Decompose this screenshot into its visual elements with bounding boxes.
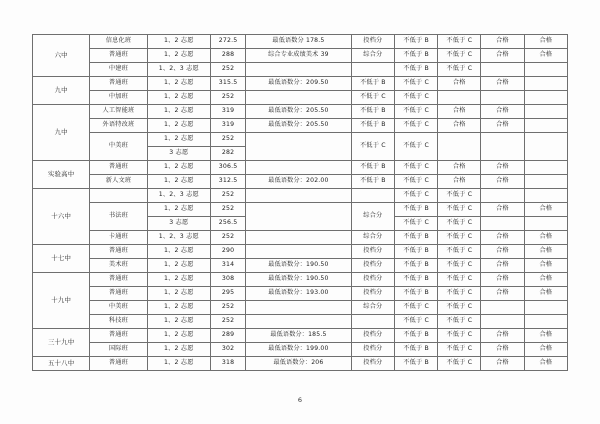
cell-subject: 综合分 — [351, 203, 394, 231]
cell-grade-4 — [524, 91, 567, 105]
cell-note — [246, 245, 352, 259]
cell-subject: 不低于 B — [351, 119, 394, 133]
cell-grade-4: 合格 — [524, 287, 567, 301]
table-row — [33, 49, 568, 63]
cell-wish: 1、2 志愿 — [147, 273, 210, 287]
cell-program: 人工智能班 — [90, 105, 147, 119]
cell-grade-1: 不低于 C — [394, 301, 437, 315]
cell-grade-1: 不低于 C — [394, 217, 437, 231]
cell-grade-3 — [481, 315, 524, 329]
cell-grade-3: 合格 — [481, 119, 524, 133]
cell-grade-2: 不低于 C — [438, 189, 481, 203]
cell-note: 最低语数分 178.5 — [246, 35, 352, 49]
cell-grade-1: 不低于 B — [394, 245, 437, 259]
cell-grade-3 — [481, 217, 524, 231]
cell-wish: 1、2 志愿 — [147, 77, 210, 91]
cell-program: 普通班 — [90, 329, 147, 343]
cell-wish: 1、2 志愿 — [147, 329, 210, 343]
cell-grade-1: 不低于 C — [394, 133, 437, 161]
table-row — [33, 105, 568, 119]
cell-grade-4 — [524, 105, 567, 119]
cell-note — [246, 203, 352, 231]
cell-grade-2: 不低于 C — [438, 63, 481, 77]
table-row — [33, 343, 568, 357]
cell-grade-4 — [524, 63, 567, 77]
cell-subject: 投档分 — [351, 35, 394, 49]
cell-score: 315.5 — [210, 77, 245, 91]
cell-subject: 不低于 C — [351, 91, 394, 105]
cell-grade-1: 不低于 B — [394, 35, 437, 49]
table-row — [33, 161, 568, 175]
table-row — [33, 259, 568, 273]
table-row — [33, 287, 568, 301]
cell-grade-4 — [524, 315, 567, 329]
cell-grade-3: 合格 — [481, 273, 524, 287]
cell-wish: 1、2 志愿 — [147, 287, 210, 301]
cell-grade-3 — [481, 133, 524, 161]
cell-note: 最低语数分：190.50 — [246, 273, 352, 287]
cell-program: 普通班 — [90, 161, 147, 175]
table-row — [33, 203, 568, 217]
cell-wish: 3 志愿 — [147, 217, 210, 231]
cell-grade-3 — [481, 63, 524, 77]
cell-program: 中美班 — [90, 133, 147, 161]
grades-table-body — [33, 35, 568, 371]
cell-school: 十六中 — [33, 189, 90, 245]
table-row — [33, 329, 568, 343]
table-row — [33, 35, 568, 49]
cell-note: 最低语数分：205.50 — [246, 105, 352, 119]
cell-grade-2: 合格 — [438, 77, 481, 91]
cell-grade-3 — [481, 301, 524, 315]
cell-wish: 1、2 志愿 — [147, 49, 210, 63]
page-number: 6 — [297, 396, 303, 404]
cell-score: 252 — [210, 189, 245, 203]
cell-grade-1: 不低于 C — [394, 315, 437, 329]
cell-grade-3: 合格 — [481, 161, 524, 175]
table-row — [33, 273, 568, 287]
cell-subject: 综合分 — [351, 301, 394, 315]
cell-grade-2: 不低于 C — [438, 273, 481, 287]
cell-grade-2: 不低于 C — [438, 357, 481, 371]
cell-school: 十九中 — [33, 273, 90, 329]
cell-grade-4: 合格 — [524, 231, 567, 245]
cell-score: 252 — [210, 63, 245, 77]
cell-grade-4: 合格 — [524, 329, 567, 343]
cell-subject — [351, 189, 394, 203]
cell-grade-4: 合格 — [524, 343, 567, 357]
cell-subject: 投档分 — [351, 343, 394, 357]
cell-wish: 1、2、3 志愿 — [147, 63, 210, 77]
cell-grade-1: 不低于 B — [394, 259, 437, 273]
cell-subject: 投档分 — [351, 245, 394, 259]
cell-grade-3: 合格 — [481, 175, 524, 189]
cell-score: 319 — [210, 105, 245, 119]
cell-note: 最低语数分：190.50 — [246, 259, 352, 273]
cell-grade-4: 合格 — [524, 35, 567, 49]
cell-wish: 1、2 志愿 — [147, 315, 210, 329]
cell-grade-2: 不低于 C — [438, 203, 481, 217]
cell-grade-1: 不低于 C — [394, 189, 437, 203]
cell-grade-3: 合格 — [481, 77, 524, 91]
cell-program: 卡通班 — [90, 231, 147, 245]
table-row — [33, 245, 568, 259]
cell-note: 最低语数分：209.50 — [246, 77, 352, 91]
cell-grade-4 — [524, 301, 567, 315]
table-row — [33, 175, 568, 189]
cell-grade-2: 合格 — [438, 161, 481, 175]
cell-grade-3 — [481, 91, 524, 105]
cell-program: 书法班 — [90, 203, 147, 231]
cell-grade-2: 不低于 C — [438, 301, 481, 315]
table-row — [33, 133, 568, 147]
cell-wish: 1、2 志愿 — [147, 35, 210, 49]
cell-wish: 1、2 志愿 — [147, 133, 210, 147]
cell-grade-2: 不低于 C — [438, 49, 481, 63]
cell-note: 综合专业成绩美术 39 — [246, 49, 352, 63]
cell-grade-3: 合格 — [481, 231, 524, 245]
cell-subject: 不低于 B — [351, 77, 394, 91]
cell-grade-4: 合格 — [524, 259, 567, 273]
cell-subject — [351, 63, 394, 77]
cell-wish: 1、2 志愿 — [147, 301, 210, 315]
cell-grade-2: 不低于 C — [438, 245, 481, 259]
cell-wish: 1、2 志愿 — [147, 245, 210, 259]
cell-program: 普通班 — [90, 357, 147, 371]
cell-score: 256.5 — [210, 217, 245, 231]
cell-wish: 1、2 志愿 — [147, 203, 210, 217]
cell-score: 252 — [210, 301, 245, 315]
cell-subject: 投档分 — [351, 329, 394, 343]
cell-grade-1: 不低于 B — [394, 343, 437, 357]
cell-note — [246, 231, 352, 245]
cell-grade-4: 合格 — [524, 203, 567, 217]
cell-grade-3: 合格 — [481, 343, 524, 357]
cell-wish: 1、2 志愿 — [147, 91, 210, 105]
cell-grade-1: 不低于 B — [394, 357, 437, 371]
table-row — [33, 63, 568, 77]
cell-grade-4: 合格 — [524, 273, 567, 287]
cell-grade-4 — [524, 161, 567, 175]
cell-grade-1: 不低于 B — [394, 63, 437, 77]
cell-grade-2: 合格 — [438, 105, 481, 119]
cell-grade-3: 合格 — [481, 259, 524, 273]
cell-grade-1: 不低于 B — [394, 287, 437, 301]
cell-score: 289 — [210, 329, 245, 343]
cell-subject: 综合分 — [351, 49, 394, 63]
cell-note — [246, 133, 352, 161]
cell-program: 普通班 — [90, 245, 147, 259]
cell-grade-2 — [438, 133, 481, 161]
cell-grade-1: 不低于 B — [394, 231, 437, 245]
cell-wish: 1、2 志愿 — [147, 119, 210, 133]
cell-grade-1: 不低于 C — [394, 175, 437, 189]
cell-subject: 投档分 — [351, 259, 394, 273]
grades-table-container — [32, 34, 568, 371]
cell-grade-2: 不低于 C — [438, 287, 481, 301]
cell-score: 302 — [210, 343, 245, 357]
table-row — [33, 315, 568, 329]
cell-note — [246, 161, 352, 175]
cell-grade-4 — [524, 175, 567, 189]
cell-school: 实验高中 — [33, 161, 90, 189]
cell-note — [246, 189, 352, 203]
cell-score: 319 — [210, 119, 245, 133]
cell-note: 最低语数分：185.5 — [246, 329, 352, 343]
cell-score: 318 — [210, 357, 245, 371]
grades-table — [32, 34, 568, 371]
cell-grade-2: 不低于 C — [438, 343, 481, 357]
cell-grade-2 — [438, 91, 481, 105]
cell-program: 国际班 — [90, 343, 147, 357]
cell-grade-2: 合格 — [438, 119, 481, 133]
table-row — [33, 91, 568, 105]
cell-wish: 3 志愿 — [147, 147, 210, 161]
cell-subject: 投档分 — [351, 287, 394, 301]
cell-score: 252 — [210, 203, 245, 217]
cell-program: 美术班 — [90, 259, 147, 273]
cell-score: 272.5 — [210, 35, 245, 49]
cell-grade-2: 不低于 C — [438, 259, 481, 273]
cell-score: 314 — [210, 259, 245, 273]
cell-note — [246, 315, 352, 329]
cell-grade-3: 合格 — [481, 245, 524, 259]
cell-note: 最低语数分：205.50 — [246, 119, 352, 133]
cell-grade-2: 不低于 C — [438, 217, 481, 231]
cell-score: 312.5 — [210, 175, 245, 189]
cell-grade-1: 不低于 B — [394, 49, 437, 63]
cell-grade-1: 不低于 B — [394, 273, 437, 287]
table-row — [33, 119, 568, 133]
cell-grade-2: 合格 — [438, 175, 481, 189]
cell-subject: 不低于 C — [351, 133, 394, 161]
cell-grade-1: 不低于 B — [394, 329, 437, 343]
cell-grade-2: 不低于 C — [438, 231, 481, 245]
cell-program: 普通班 — [90, 273, 147, 287]
cell-subject: 投档分 — [351, 273, 394, 287]
cell-note — [246, 91, 352, 105]
cell-program: 新人文班 — [90, 175, 147, 189]
table-row — [33, 77, 568, 91]
cell-program: 普通班 — [90, 287, 147, 301]
cell-grade-1: 不低于 C — [394, 105, 437, 119]
cell-grade-3: 合格 — [481, 329, 524, 343]
cell-subject: 不低于 B — [351, 175, 394, 189]
cell-grade-4: 合格 — [524, 245, 567, 259]
cell-school: 五十八中 — [33, 357, 90, 371]
cell-subject: 不低于 B — [351, 105, 394, 119]
cell-subject: 投档分 — [351, 357, 394, 371]
table-row — [33, 357, 568, 371]
cell-note: 最低语数分：202.00 — [246, 175, 352, 189]
cell-note: 最低语数分：199.00 — [246, 343, 352, 357]
cell-wish: 1、2 志愿 — [147, 161, 210, 175]
cell-score: 295 — [210, 287, 245, 301]
cell-subject: 不低于 B — [351, 161, 394, 175]
cell-grade-4 — [524, 133, 567, 161]
cell-score: 308 — [210, 273, 245, 287]
cell-note: 最低语数分：193.00 — [246, 287, 352, 301]
cell-score: 252 — [210, 133, 245, 147]
cell-score: 290 — [210, 245, 245, 259]
cell-subject: 综合分 — [351, 231, 394, 245]
cell-wish: 1、2 志愿 — [147, 343, 210, 357]
cell-note — [246, 63, 352, 77]
cell-program: 中加班 — [90, 91, 147, 105]
cell-program: 信息化班 — [90, 35, 147, 49]
cell-program: 中建班 — [90, 63, 147, 77]
cell-subject — [351, 315, 394, 329]
cell-school: 六中 — [33, 35, 90, 77]
cell-school: 十七中 — [33, 245, 90, 273]
cell-wish: 1、2 志愿 — [147, 105, 210, 119]
cell-grade-3: 合格 — [481, 357, 524, 371]
table-row — [33, 189, 568, 203]
cell-grade-3: 合格 — [481, 105, 524, 119]
cell-grade-2: 不低于 C — [438, 329, 481, 343]
cell-program: 普通班 — [90, 49, 147, 63]
cell-grade-4 — [524, 119, 567, 133]
cell-program: 外语特改班 — [90, 119, 147, 133]
cell-grade-4: 合格 — [524, 357, 567, 371]
cell-score: 288 — [210, 49, 245, 63]
cell-grade-4 — [524, 77, 567, 91]
cell-school: 九中 — [33, 77, 90, 105]
cell-grade-3 — [481, 189, 524, 203]
cell-wish: 1、2 志愿 — [147, 175, 210, 189]
cell-program — [90, 189, 147, 203]
cell-wish: 1、2 志愿 — [147, 357, 210, 371]
table-row — [33, 301, 568, 315]
cell-grade-4 — [524, 189, 567, 203]
cell-score: 252 — [210, 315, 245, 329]
cell-score: 252 — [210, 91, 245, 105]
cell-score: 282 — [210, 147, 245, 161]
cell-grade-3: 合格 — [481, 203, 524, 217]
cell-grade-2: 不低于 C — [438, 315, 481, 329]
cell-score: 252 — [210, 231, 245, 245]
cell-program: 中美班 — [90, 301, 147, 315]
table-row — [33, 231, 568, 245]
cell-grade-3: 合格 — [481, 49, 524, 63]
cell-note: 最低语数分：206 — [246, 357, 352, 371]
cell-grade-2: 不低于 C — [438, 35, 481, 49]
cell-grade-4 — [524, 217, 567, 231]
cell-grade-1: 不低于 B — [394, 203, 437, 217]
cell-grade-1: 不低于 C — [394, 119, 437, 133]
cell-grade-4: 合格 — [524, 49, 567, 63]
cell-grade-1: 不低于 C — [394, 161, 437, 175]
cell-note — [246, 301, 352, 315]
cell-wish: 1、2、3 志愿 — [147, 231, 210, 245]
cell-school: 九中 — [33, 105, 90, 161]
cell-score: 306.5 — [210, 161, 245, 175]
cell-school: 三十九中 — [33, 329, 90, 357]
cell-grade-3: 合格 — [481, 35, 524, 49]
cell-grade-3: 合格 — [481, 287, 524, 301]
cell-grade-1: 不低于 C — [394, 91, 437, 105]
cell-wish: 1、2、3 志愿 — [147, 189, 210, 203]
cell-grade-1: 不低于 C — [394, 77, 437, 91]
cell-program: 普通班 — [90, 77, 147, 91]
cell-program: 科技班 — [90, 315, 147, 329]
cell-wish: 1、2 志愿 — [147, 259, 210, 273]
